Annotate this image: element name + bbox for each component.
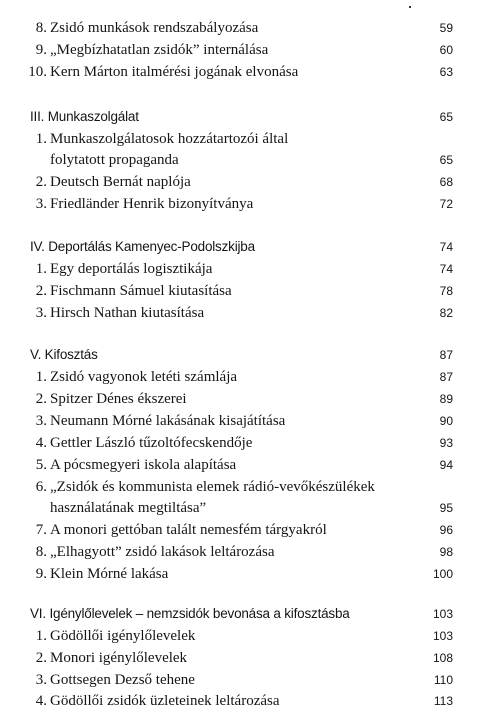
entry-title: A monori gettóban talált nemesfém tárgyakról (50, 522, 327, 538)
toc-entry (0, 171, 484, 193)
entry-title-continued: folytatott propaganda (50, 152, 179, 168)
toc-section (0, 236, 484, 258)
entry-title: Munkaszolgálatosok hozzátartozói által (50, 131, 289, 147)
entry-page: 96 (439, 523, 453, 537)
entry-title: Kern Márton italmérési jogának elvonása (50, 64, 299, 80)
entry-number: 9. (35, 42, 47, 58)
entry-title: Fischmann Sámuel kiutasítása (50, 283, 232, 299)
entry-page: 74 (439, 262, 453, 276)
toc-section (0, 603, 484, 625)
entry-page: 82 (439, 306, 453, 320)
entry-number: 2. (35, 283, 47, 299)
entry-number: 8. (35, 544, 47, 560)
entry-title: Neumann Mórné lakásának kisajátítása (50, 413, 286, 429)
entry-number: 3. (35, 196, 47, 212)
entry-title: Deutsch Bernát naplója (50, 174, 191, 190)
toc-entry (0, 647, 484, 669)
entry-title: Spitzer Dénes ékszerei (50, 391, 187, 407)
toc-entry (0, 410, 484, 432)
entry-page: 78 (439, 284, 453, 298)
toc-section (0, 344, 484, 366)
entry-number: 7. (35, 522, 47, 538)
entry-title: Gödöllői zsidók üzleteinek leltározása (50, 693, 280, 709)
entry-page: 90 (439, 414, 453, 428)
entry-number: 1. (35, 261, 47, 277)
toc-entry-continuation (0, 149, 484, 171)
entry-page: 65 (439, 153, 453, 167)
entry-page: 72 (439, 197, 453, 211)
toc-entry (0, 302, 484, 324)
toc-entry (0, 193, 484, 215)
entry-number: 9. (35, 566, 47, 582)
section-page: 103 (432, 607, 453, 621)
entry-title: „Elhagyott” zsidó lakások leltározása (50, 544, 275, 560)
entry-title-continued: használatának megtiltása” (50, 500, 207, 516)
entry-number: 2. (35, 650, 47, 666)
entry-title: Zsidó vagyonok letéti számlája (50, 369, 238, 385)
entry-page: 59 (439, 21, 453, 35)
entry-page: 100 (432, 567, 453, 581)
entry-number: 3. (35, 413, 47, 429)
section-page: 74 (439, 240, 453, 254)
entry-page: 60 (439, 43, 453, 57)
section-page: 87 (439, 348, 453, 362)
entry-title: Gödöllői igénylőlevelek (50, 628, 196, 644)
entry-page: 93 (439, 436, 453, 450)
entry-number: 3. (35, 305, 47, 321)
speck-mark (409, 6, 411, 8)
entry-page: 68 (439, 175, 453, 189)
toc-entry (0, 690, 484, 712)
entry-number: 1. (35, 628, 47, 644)
section-title: VI. Igénylőlevelek – nemzsidók bevonása a kifosztásba (30, 606, 350, 621)
toc-entry (0, 454, 484, 476)
entry-number: 4. (35, 435, 47, 451)
entry-title: Hirsch Nathan kiutasítása (50, 305, 205, 321)
section-title: V. Kifosztás (30, 347, 98, 362)
section-title: IV. Deportálás Kamenyec-Podolszkijba (30, 239, 255, 254)
entry-page: 113 (433, 694, 453, 708)
entry-page: 108 (432, 651, 453, 665)
entry-number: 10. (28, 64, 47, 80)
entry-number: 8. (35, 20, 47, 36)
entry-page: 103 (432, 629, 453, 643)
entry-page: 94 (439, 458, 453, 472)
entry-number: 2. (35, 174, 47, 190)
entry-number: 2. (35, 391, 47, 407)
toc-entry (0, 432, 484, 454)
toc-entry (0, 669, 484, 691)
entry-page: 87 (439, 370, 453, 384)
entry-page: 63 (439, 65, 453, 79)
entry-number: 1. (35, 369, 47, 385)
toc-entry (0, 541, 484, 563)
entry-page: 95 (439, 501, 453, 515)
entry-title: Klein Mórné lakása (50, 566, 169, 582)
entry-number: 4. (35, 693, 47, 709)
entry-number: 3. (35, 672, 47, 688)
toc-entry (0, 388, 484, 410)
toc-entry-continuation (0, 497, 484, 519)
entry-page: 98 (439, 545, 453, 559)
entry-title: Gettler László tűzoltófecskendője (50, 435, 253, 451)
entry-title: Egy deportálás logisztikája (50, 261, 213, 277)
section-page: 65 (439, 110, 453, 124)
entry-number: 6. (35, 479, 47, 495)
toc-entry (0, 128, 484, 150)
toc-entry (0, 39, 484, 61)
toc-entry (0, 17, 484, 39)
entry-number: 5. (35, 457, 47, 473)
toc-entry (0, 280, 484, 302)
toc-entry (0, 61, 484, 83)
entry-title: Gottsegen Dezső tehene (50, 672, 195, 688)
toc-entry (0, 366, 484, 388)
entry-title: A pócsmegyeri iskola alapítása (50, 457, 237, 473)
entry-title: „Zsidók és kommunista elemek rádió-vevőkészülékek (50, 479, 375, 495)
toc-entry (0, 625, 484, 647)
toc-entry (0, 563, 484, 585)
entry-title: Zsidó munkások rendszabályozása (50, 20, 259, 36)
toc-section (0, 106, 484, 128)
section-title: III. Munkaszolgálat (30, 109, 139, 124)
entry-page: 89 (439, 392, 453, 406)
entry-page: 110 (433, 673, 453, 687)
entry-title: „Megbízhatatlan zsidók” internálása (50, 42, 269, 58)
entry-number: 1. (35, 131, 47, 147)
toc-entry (0, 258, 484, 280)
toc-entry (0, 476, 484, 498)
toc-entry (0, 519, 484, 541)
entry-title: Monori igénylőlevelek (50, 650, 188, 666)
entry-title: Friedländer Henrik bizonyítványa (50, 196, 254, 212)
